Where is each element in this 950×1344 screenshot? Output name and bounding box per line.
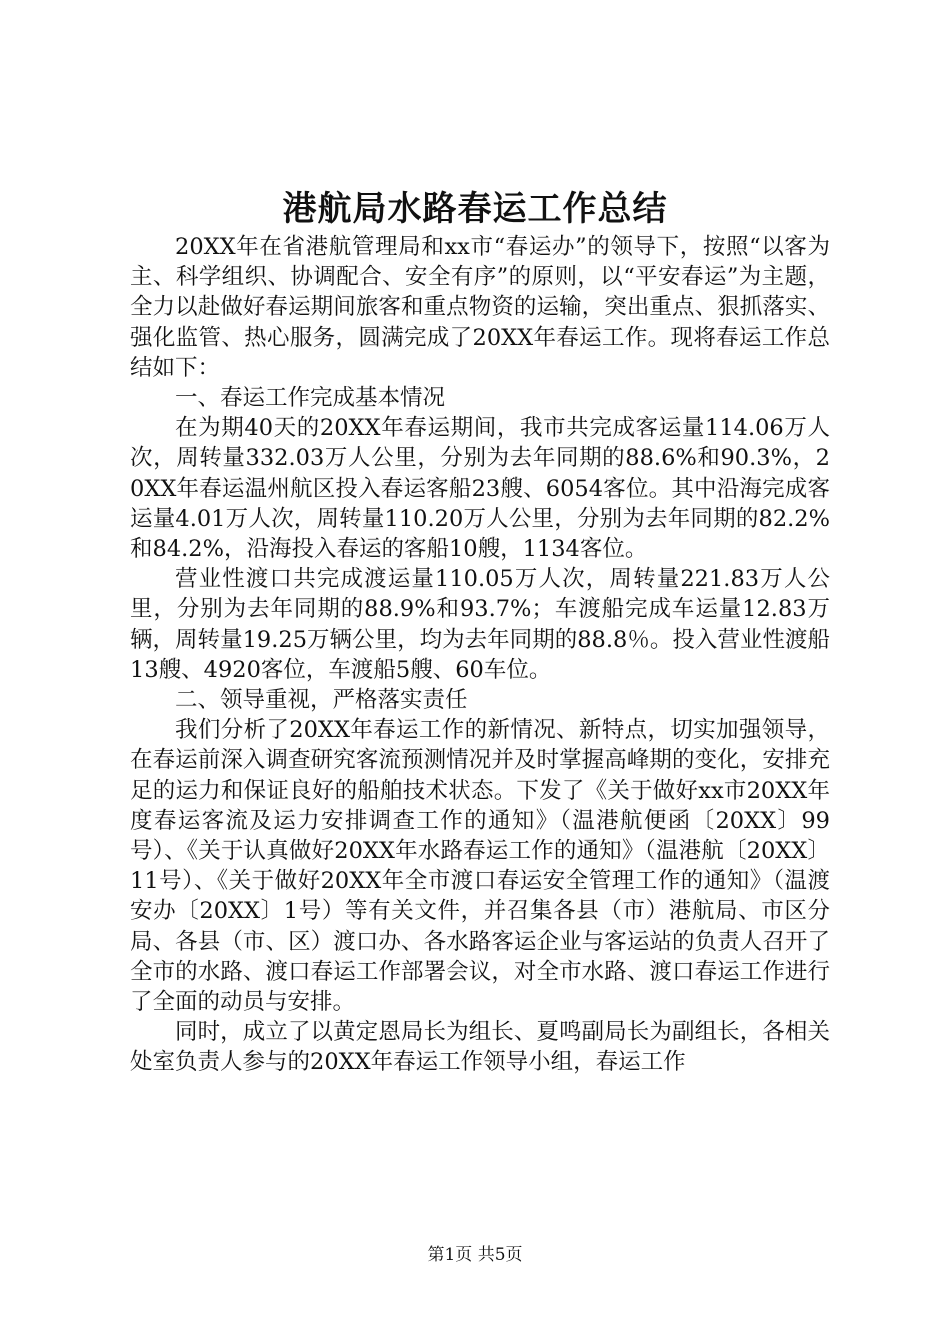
section-heading-1: 一、春运工作完成基本情况 [175,385,446,412]
paragraph-passenger-stats: 在为期40天的20XX年春运期间，我市共完成客运量114.06万人次，周转量332.03万人公里，分别为去年同期的88.6%和90.3%，20XX年春运温州航区投入春运客船23艘、6054客位。其中沿海完成客运量4.01万人次，周转量110.20万人公里，分别为去年同期的82.2%和84.2%，沿海投入春运的客船10艘，1134客位。 [130,415,830,563]
paragraph-ferry-stats: 营业性渡口共完成渡运量110.05万人次，周转量221.83万人公里，分别为去年同期的88.9%和93.7%；车渡船完成车运量12.83万辆，周转量19.25万辆公里，均为去年同期的88.8％。投入营业性渡船13艘、4920客位，车渡船5艘、60车位。 [130,566,830,683]
paragraph-working-group: 同时，成立了以黄定恩局长为组长、夏鸣副局长为副组长，各相关处室负责人参与的20XX年春运工作领导小组，春运工作 [130,1019,830,1076]
document-title: 港航局水路春运工作总结 [282,189,668,229]
paragraph-intro: 20XX年在省港航管理局和xx市“春运办”的领导下，按照“以客为主、科学组织、协调配合、安全有序”的原则，以“平安春运”为主题，全力以赴做好春运期间旅客和重点物资的运输，突出重点、狠抓落实、强化监管、热心服务，圆满完成了20XX年春运工作。现将春运工作总结如下： [130,234,830,381]
paragraph-leadership: 我们分析了20XX年春运工作的新情况、新特点，切实加强领导，在春运前深入调查研究客流预测情况并及时掌握高峰期的变化，安排充足的运力和保证良好的船舶技术状态。下发了《关于做好xx市20XX年度春运客流及运力安排调查工作的通知》（温港航便函〔20XX〕99号）、《关于认真做好20XX年水路春运工作的通知》（温港航〔20XX〕11号）、《关于做好20XX年全市渡口春运安全管理工作的通知》（温渡安办〔20XX〕1号）等有关文件，并召集各县（市）港航局、市区分局、各县（市、区）渡口办、各水路客运企业与客运站的负责人召开了全市的水路、渡口春运工作部署会议，对全市水路、渡口春运工作进行了全面的动员与安排。 [130,717,830,1016]
section-heading-2: 二、领导重视，严格落实责任 [175,687,468,714]
document-body [130,232,830,1078]
page-footer: 第1页 共5页 [427,1245,523,1265]
